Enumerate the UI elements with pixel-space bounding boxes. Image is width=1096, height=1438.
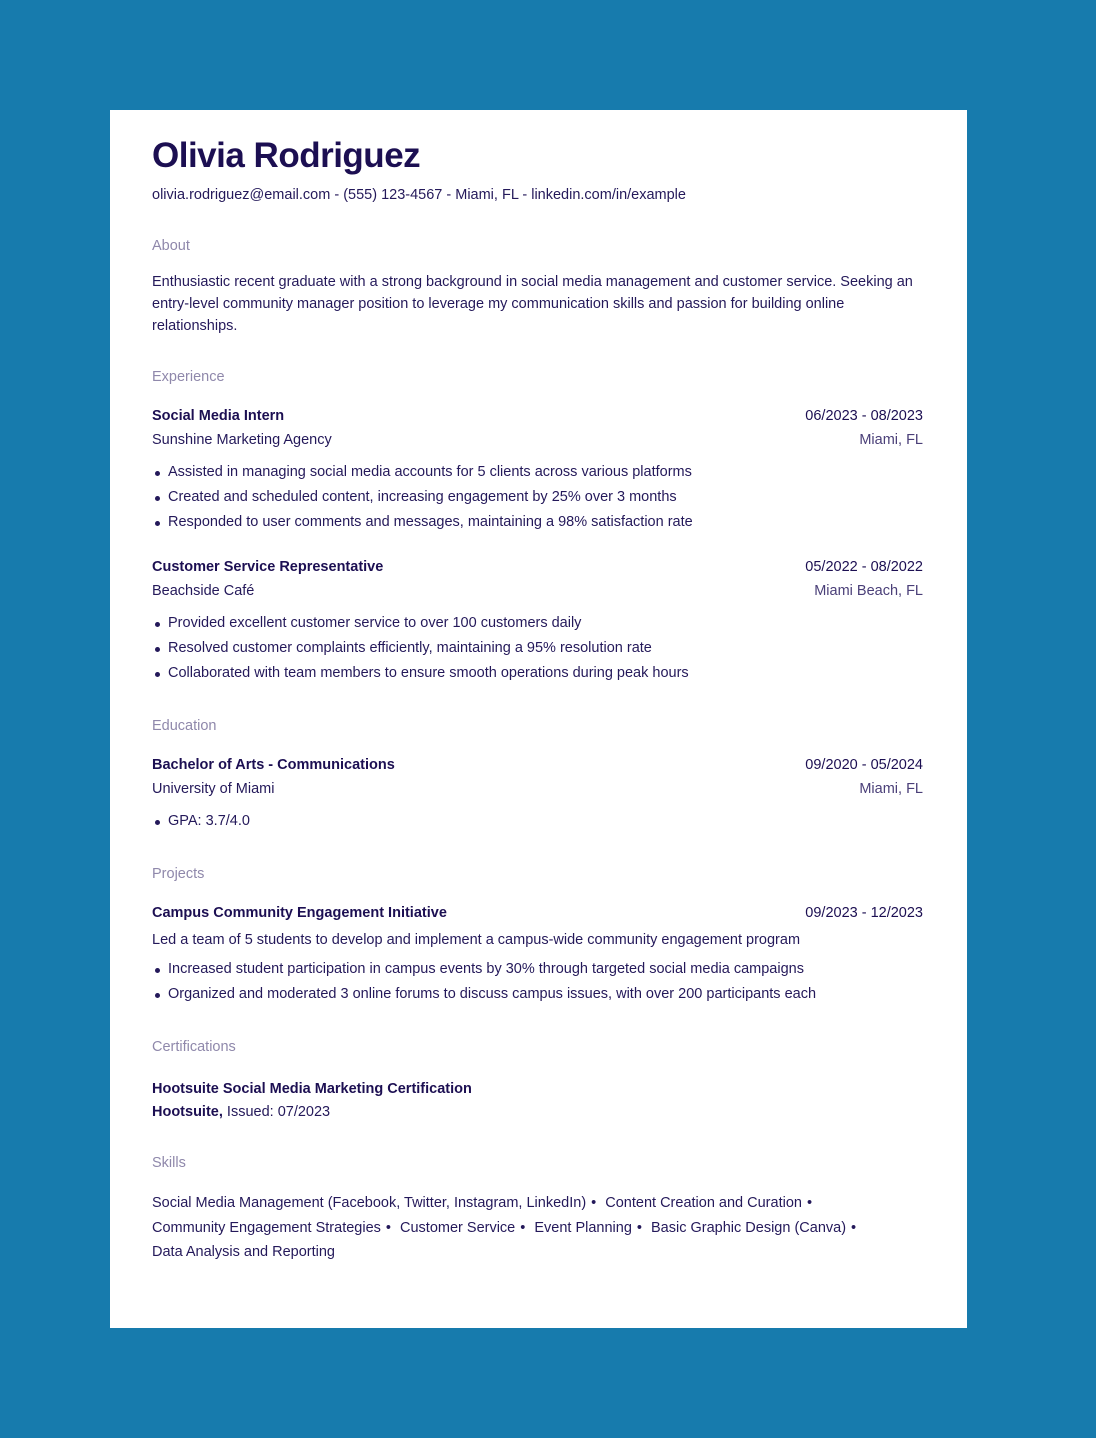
bullet-item: Increased student participation in campus events by 30% through targeted social media campaigns [168,957,923,982]
education-dates: 09/2020 - 05/2024 [805,757,923,773]
school-location: Miami, FL [859,781,923,797]
bullet-item: Organized and moderated 3 online forums to discuss campus issues, with over 200 participants each [168,982,923,1007]
resume-page [110,110,967,1328]
job-dates: 06/2023 - 08/2023 [805,408,923,424]
section-title-projects: Projects [152,866,205,882]
skill-separator: • [591,1195,597,1211]
project-bullets [152,957,923,1007]
skill-item: Social Media Management (Facebook, Twitter, Instagram, LinkedIn) [152,1195,587,1211]
bullet-item: Resolved customer complaints efficiently, maintaining a 95% resolution rate [168,636,923,661]
job-dates: 05/2022 - 08/2022 [805,559,923,575]
skill-item: Customer Service [400,1219,516,1236]
skill-item: Content Creation and Curation [605,1195,802,1211]
bullet-item: GPA: 3.7/4.0 [168,809,923,834]
skill-separator: • [520,1219,526,1236]
skill-separator: • [806,1195,813,1211]
bullet-item: Provided excellent customer service to over 100 customers daily [168,611,923,636]
degree-title: Bachelor of Arts - Communications [152,757,395,773]
bullet-item: Created and scheduled content, increasing engagement by 25% over 3 months [168,485,923,510]
project-description: Led a team of 5 students to develop and implement a campus-wide community engagement program [152,932,801,948]
skill-item: Basic Graphic Design (Canva) [651,1219,847,1236]
section-title-education: Education [152,718,217,734]
certification-issuer: Hootsuite, [152,1104,223,1120]
certification-details [152,1101,923,1123]
section-title-certifications: Certifications [152,1039,236,1055]
skill-separator: • [636,1219,642,1236]
about-text: Enthusiastic recent graduate with a strong background in social media management and customer service. Seeking an entry-level community manager position to leverage my communication skills and passion for building online relationships. [152,274,913,334]
skill-item: Community Engagement Strategies [152,1219,381,1236]
project-entry [152,901,923,1007]
skill-separator: • [851,1219,857,1236]
job-location: Miami, FL [859,432,923,448]
contact-line: olivia.rodriguez@email.com - (555) 123-4567 - Miami, FL - linkedin.com/in/example [152,187,686,203]
candidate-name: Olivia Rodriguez [152,136,421,175]
education-bullets [152,809,923,834]
job-bullets [152,611,923,686]
skills-list [152,1191,912,1265]
skill-item: Data Analysis and Reporting [152,1244,335,1260]
certification-title: Hootsuite Social Media Marketing Certification [152,1081,472,1097]
bullet-item: Collaborated with team members to ensure smooth operations during peak hours [168,661,923,686]
project-title: Campus Community Engagement Initiative [152,905,447,921]
job-bullets [152,460,923,535]
section-title-skills: Skills [152,1155,186,1171]
experience-entry [152,555,923,686]
job-location: Miami Beach, FL [814,583,923,599]
job-title: Social Media Intern [152,408,285,424]
project-dates: 09/2023 - 12/2023 [805,905,923,921]
bullet-item: Assisted in managing social media accounts for 5 clients across various platforms [168,460,923,485]
employer: Sunshine Marketing Agency [152,432,332,448]
bullet-item: Responded to user comments and messages, maintaining a 98% satisfaction rate [168,510,923,535]
section-title-about: About [152,238,190,254]
employer: Beachside Café [152,583,255,599]
skill-item: Event Planning [534,1219,632,1236]
education-entry [152,753,923,834]
school: University of Miami [152,781,275,797]
job-title: Customer Service Representative [152,559,384,575]
section-title-experience: Experience [152,369,225,385]
experience-entry [152,404,923,535]
certification-issued: Issued: 07/2023 [226,1104,331,1120]
skill-separator: • [385,1219,391,1236]
